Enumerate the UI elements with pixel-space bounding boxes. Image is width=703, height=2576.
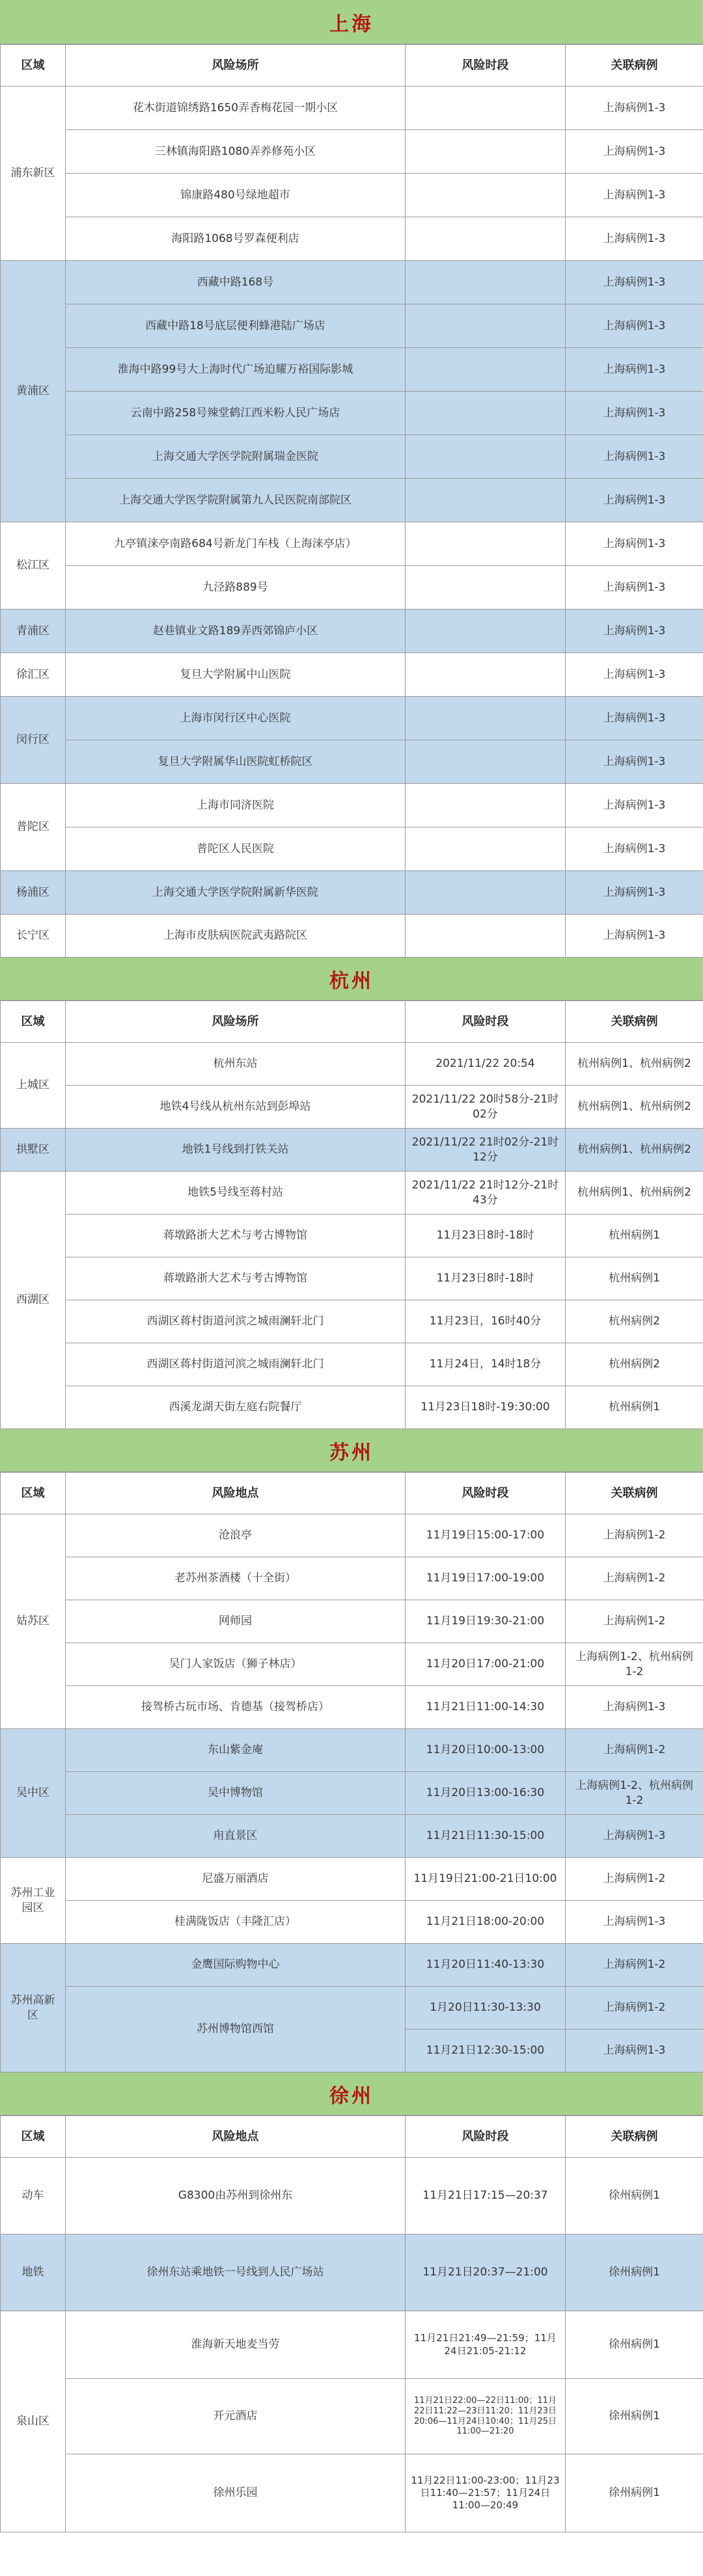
place-cell: 东山紫金庵 [66,1729,406,1772]
table-row [1,2158,703,2234]
place-cell: 锦康路480号绿地超市 [66,174,406,217]
region-cell: 杨浦区 [1,871,66,915]
place-cell: 上海交通大学医学院附属第九人民医院南部院区 [66,479,406,522]
place-cell: 网师园 [66,1600,406,1643]
place-cell: 复旦大学附属中山医院 [66,653,406,697]
case-cell: 徐州病例1 [566,2158,703,2234]
header-time: 风险时段 [406,45,566,87]
case-cell: 上海病例1-3 [566,784,703,827]
place-cell: 开元酒店 [66,2379,406,2454]
header-region: 区域 [1,2116,66,2158]
case-cell: 上海病例1-2、杭州病例1-2 [566,1772,703,1815]
region-cell: 泉山区 [1,2311,66,2532]
time-cell [406,653,566,697]
time-cell: 11月19日19:30-21:00 [406,1600,566,1643]
case-cell: 徐州病例1 [566,2234,703,2311]
place-cell: 西湖区蒋村街道河滨之城雨澜轩北门 [66,1343,406,1386]
section-title-hangzhou: 杭州 [0,958,703,1000]
time-cell: 11月21日21:49—21:59；11月24日21:05-21:12 [406,2311,566,2379]
case-cell: 上海病例1-2 [566,1514,703,1557]
place-cell: 海阳路1068号罗森便利店 [66,217,406,261]
table-row [1,130,703,174]
region-cell: 苏州高新区 [1,1944,66,2073]
header-case: 关联病例 [566,1473,703,1514]
time-cell: 2021/11/22 20:54 [406,1043,566,1086]
region-cell: 地铁 [1,2234,66,2311]
case-cell: 杭州病例1、杭州病例2 [566,1172,703,1214]
header-place: 风险地点 [66,1473,406,1514]
header-case: 关联病例 [566,2116,703,2158]
case-cell: 上海病例1-3 [566,130,703,174]
case-cell: 上海病例1-3 [566,522,703,566]
time-cell: 11月19日15:00-17:00 [406,1514,566,1557]
table-row [1,2234,703,2311]
header-place: 风险场所 [66,1001,406,1043]
table-row [1,871,703,915]
time-cell [406,130,566,174]
case-cell: 徐州病例1 [566,2454,703,2532]
time-cell [406,479,566,522]
table-row [1,174,703,217]
place-cell: 沧浪亭 [66,1514,406,1557]
time-cell [406,740,566,784]
time-cell: 2021/11/22 20时58分-21时02分 [406,1086,566,1129]
case-cell: 上海病例1-3 [566,348,703,392]
header-time: 风险时段 [406,1001,566,1043]
place-cell: 九亭镇涞亭南路684号新龙门车栈（上海涞亭店） [66,522,406,566]
table-row [1,1086,703,1129]
region-cell: 动车 [1,2158,66,2234]
table-row [1,479,703,522]
case-cell: 杭州病例1、杭州病例2 [566,1129,703,1172]
table-row [1,304,703,348]
time-cell: 11月21日12:30-15:00 [406,2030,566,2073]
time-cell: 11月21日20:37—21:00 [406,2234,566,2311]
time-cell: 11月20日11:40-13:30 [406,1944,566,1987]
place-cell: 九泾路889号 [66,566,406,610]
case-cell: 上海病例1-3 [566,1686,703,1729]
time-cell [406,871,566,915]
place-cell: 地铁1号线到打铁关站 [66,1129,406,1172]
case-cell: 杭州病例2 [566,1343,703,1386]
table-row [1,1987,703,2030]
section-title-xuzhou: 徐州 [0,2073,703,2115]
header-region: 区域 [1,45,66,87]
table-row [1,435,703,479]
case-cell: 上海病例1-3 [566,304,703,348]
region-cell: 拱墅区 [1,1129,66,1172]
place-cell: 杭州东站 [66,1043,406,1086]
place-cell: 接驾桥古玩市场、肯德基（接驾桥店） [66,1686,406,1729]
time-cell [406,915,566,958]
case-cell: 上海病例1-3 [566,479,703,522]
case-cell: 杭州病例1 [566,1257,703,1300]
place-cell: 桂满陇饭店（丰隆汇店） [66,1901,406,1944]
case-cell: 上海病例1-3 [566,174,703,217]
time-cell: 11月24日，14时18分 [406,1343,566,1386]
place-cell: 金鹰国际购物中心 [66,1944,406,1987]
place-cell: 西藏中路168号 [66,261,406,304]
place-cell: 上海交通大学医学院附属新华医院 [66,871,406,915]
place-cell: 吴门人家饭店（狮子林店） [66,1643,406,1686]
time-cell: 2021/11/22 21时02分-21时12分 [406,1129,566,1172]
table-row [1,217,703,261]
case-cell: 杭州病例1 [566,1214,703,1257]
place-cell: 蒋墩路浙大艺术与考古博物馆 [66,1214,406,1257]
table-header-row [1,2116,703,2158]
table-row [1,1043,703,1086]
case-cell: 上海病例1-3 [566,653,703,697]
suzhou-table [0,1472,703,2073]
time-cell: 11月21日11:30-15:00 [406,1815,566,1858]
region-cell: 姑苏区 [1,1514,66,1729]
table-row [1,87,703,130]
place-cell: 尼盛万丽酒店 [66,1858,406,1901]
time-cell: 11月20日10:00-13:00 [406,1729,566,1772]
table-row [1,1257,703,1300]
time-cell [406,435,566,479]
table-row [1,784,703,827]
place-cell: 甪直景区 [66,1815,406,1858]
case-cell: 杭州病例1、杭州病例2 [566,1043,703,1086]
time-cell [406,610,566,653]
header-time: 风险时段 [406,1473,566,1514]
place-cell: 吴中博物馆 [66,1772,406,1815]
time-cell [406,784,566,827]
place-cell: 淮海中路99号大上海时代广场迫耀万裕国际影城 [66,348,406,392]
time-cell: 1月20日11:30-13:30 [406,1987,566,2030]
case-cell: 上海病例1-3 [566,2030,703,2073]
case-cell: 上海病例1-3 [566,435,703,479]
header-case: 关联病例 [566,45,703,87]
time-cell: 11月19日17:00-19:00 [406,1557,566,1600]
table-row [1,1944,703,1987]
case-cell: 杭州病例2 [566,1300,703,1343]
table-row [1,1858,703,1901]
table-row [1,2311,703,2379]
case-cell: 上海病例1-2、杭州病例1-2 [566,1643,703,1686]
table-row [1,1901,703,1944]
table-row [1,2379,703,2454]
xuzhou-table [0,2115,703,2532]
table-row [1,2454,703,2532]
time-cell: 11月23日8时-18时 [406,1257,566,1300]
time-cell: 11月23日，16时40分 [406,1300,566,1343]
case-cell: 上海病例1-3 [566,392,703,435]
place-cell: 徐州乐园 [66,2454,406,2532]
place-cell: 蒋墩路浙大艺术与考古博物馆 [66,1257,406,1300]
table-row [1,392,703,435]
table-row [1,1386,703,1429]
case-cell: 上海病例1-3 [566,915,703,958]
case-cell: 上海病例1-3 [566,610,703,653]
table-row [1,653,703,697]
case-cell: 上海病例1-3 [566,87,703,130]
place-cell: 上海交通大学医学院附属瑞金医院 [66,435,406,479]
place-cell: 地铁5号线至蒋村站 [66,1172,406,1214]
place-cell: 苏州博物馆西馆 [66,1987,406,2073]
table-row [1,566,703,610]
place-cell: 复旦大学附属华山医院虹桥院区 [66,740,406,784]
place-cell: 地铁4号线从杭州东站到彭埠站 [66,1086,406,1129]
time-cell [406,261,566,304]
place-cell: 普陀区人民医院 [66,827,406,871]
table-row [1,1129,703,1172]
table-row [1,915,703,958]
region-cell: 黄浦区 [1,261,66,522]
case-cell: 徐州病例1 [566,2311,703,2379]
section-title-suzhou: 苏州 [0,1429,703,1472]
place-cell: G8300由苏州到徐州东 [66,2158,406,2234]
table-header-row [1,1001,703,1043]
time-cell: 11月21日17:15—20:37 [406,2158,566,2234]
time-cell [406,392,566,435]
region-cell: 吴中区 [1,1729,66,1858]
case-cell: 上海病例1-3 [566,261,703,304]
table-row [1,1557,703,1600]
time-cell: 11月21日11:00-14:30 [406,1686,566,1729]
region-cell: 徐汇区 [1,653,66,697]
case-cell: 上海病例1-3 [566,740,703,784]
time-cell [406,304,566,348]
place-cell: 云南中路258号辣堂鹤江西米粉人民广场店 [66,392,406,435]
time-cell: 11月21日18:00-20:00 [406,1901,566,1944]
time-cell [406,348,566,392]
table-row [1,1343,703,1386]
table-row [1,610,703,653]
region-cell: 青浦区 [1,610,66,653]
place-cell: 赵巷镇业文路189弄西郊锦庐小区 [66,610,406,653]
table-row [1,1600,703,1643]
table-row [1,1514,703,1557]
table-row [1,1686,703,1729]
case-cell: 上海病例1-2 [566,1944,703,1987]
time-cell: 11月23日8时-18时 [406,1214,566,1257]
place-cell: 老苏州茶酒楼（十全街） [66,1557,406,1600]
table-row [1,522,703,566]
place-cell: 西溪龙湖天街左庭右院餐厅 [66,1386,406,1429]
table-row [1,1643,703,1686]
place-cell: 上海市皮肤病医院武夷路院区 [66,915,406,958]
time-cell [406,827,566,871]
shanghai-table [0,44,703,958]
place-cell: 三林镇海阳路1080弄养修苑小区 [66,130,406,174]
region-cell: 西湖区 [1,1172,66,1429]
header-region: 区域 [1,1001,66,1043]
region-cell: 闵行区 [1,697,66,784]
table-row [1,1729,703,1772]
case-cell: 上海病例1-3 [566,871,703,915]
case-cell: 上海病例1-2 [566,1600,703,1643]
case-cell: 杭州病例1 [566,1386,703,1429]
table-row [1,1300,703,1343]
case-cell: 上海病例1-2 [566,1729,703,1772]
region-cell: 普陀区 [1,784,66,871]
table-row [1,1772,703,1815]
header-place: 风险地点 [66,2116,406,2158]
place-cell: 花木街道锦绣路1650弄香梅花园一期小区 [66,87,406,130]
time-cell [406,522,566,566]
table-header-row [1,1473,703,1514]
case-cell: 上海病例1-3 [566,697,703,740]
time-cell: 11月23日18时-19:30:00 [406,1386,566,1429]
time-cell: 11月20日17:00-21:00 [406,1643,566,1686]
table-row [1,1214,703,1257]
header-place: 风险场所 [66,45,406,87]
table-row [1,740,703,784]
place-cell: 西藏中路18号底层便利蜂港陆广场店 [66,304,406,348]
case-cell: 上海病例1-2 [566,1987,703,2030]
header-time: 风险时段 [406,2116,566,2158]
table-row [1,348,703,392]
place-cell: 上海市同济医院 [66,784,406,827]
case-cell: 上海病例1-2 [566,1557,703,1600]
case-cell: 徐州病例1 [566,2379,703,2454]
table-header-row [1,45,703,87]
region-cell: 苏州工业园区 [1,1858,66,1944]
case-cell: 杭州病例1、杭州病例2 [566,1086,703,1129]
table-row [1,827,703,871]
time-cell: 11月20日13:00-16:30 [406,1772,566,1815]
case-cell: 上海病例1-3 [566,566,703,610]
place-cell: 上海市闵行区中心医院 [66,697,406,740]
time-cell [406,217,566,261]
case-cell: 上海病例1-3 [566,827,703,871]
section-title-shanghai: 上海 [0,0,703,44]
table-row [1,1815,703,1858]
time-cell [406,697,566,740]
place-cell: 徐州东站乘地铁一号线到人民广场站 [66,2234,406,2311]
time-cell: 11月21日22:00—22日11:00；11月22日11:22—23日11:20；11月23日20:06—11月24日10:40；11月25日11:00—21:20 [406,2379,566,2454]
time-cell: 11月19日21:00-21日10:00 [406,1858,566,1901]
time-cell [406,566,566,610]
region-cell: 浦东新区 [1,87,66,261]
table-row [1,1172,703,1214]
case-cell: 上海病例1-2 [566,1858,703,1901]
region-cell: 松江区 [1,522,66,610]
place-cell: 淮海新天地麦当劳 [66,2311,406,2379]
case-cell: 上海病例1-3 [566,1901,703,1944]
region-cell: 上城区 [1,1043,66,1129]
case-cell: 上海病例1-3 [566,1815,703,1858]
region-cell: 长宁区 [1,915,66,958]
hangzhou-table [0,1000,703,1429]
time-cell [406,174,566,217]
time-cell: 11月22日11:00-23:00；11月23日11:40—21:57；11月24日11:00—20:49 [406,2454,566,2532]
table-row [1,261,703,304]
header-case: 关联病例 [566,1001,703,1043]
time-cell [406,87,566,130]
header-region: 区域 [1,1473,66,1514]
time-cell: 2021/11/22 21时12分-21时43分 [406,1172,566,1214]
place-cell: 西湖区蒋村街道河滨之城雨澜轩北门 [66,1300,406,1343]
case-cell: 上海病例1-3 [566,217,703,261]
table-row [1,697,703,740]
